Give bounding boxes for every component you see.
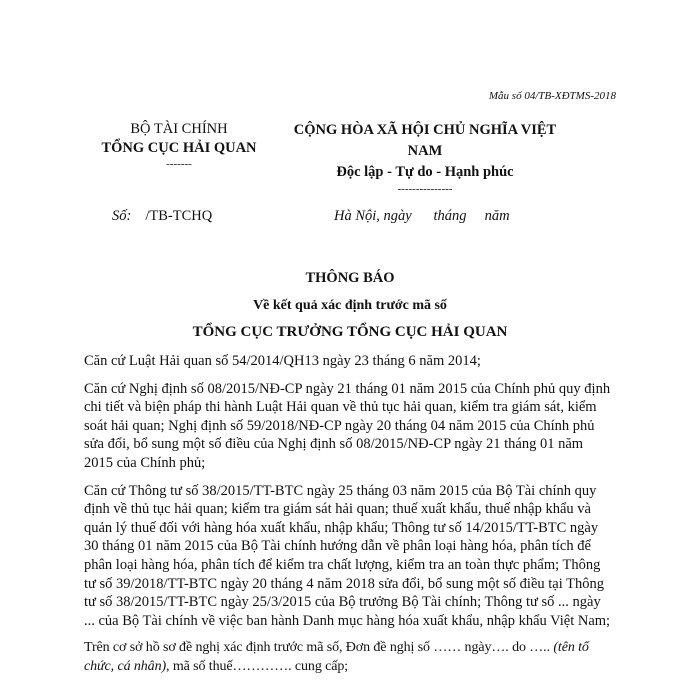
document-subject: Về kết quả xác định trước mã số [253,298,447,313]
agency-divider: ------- [166,158,192,170]
motto-line-1: CỘNG HÒA XÃ HỘI CHỦ NGHĨA VIỆT [293,122,557,138]
request-text-a: Trên cơ sở hồ sơ đề nghị xác định trước mã số, Đơn đề nghị số …… ngày…. do ….. [84,640,554,656]
request-text-placeholder: (tên tổ chức, cá nhân) [84,640,589,674]
issuing-authority: TỔNG CỤC TRƯỞNG TỔNG CỤC HẢI QUAN [192,324,508,340]
place-date: Hà Nội, ngày tháng năm [334,208,510,224]
slogan: Độc lập - Tự do - Hạnh phúc [336,164,514,180]
request-text-c: , mã số thuế…………. cung cấp; [166,658,349,674]
paragraph-legal-basis-1: Căn cứ Luật Hải quan số 54/2014/QH13 ngày 23 tháng 6 năm 2014; [84,353,481,369]
ministry-name: BỘ TÀI CHÍNH [130,121,228,137]
document-title: THÔNG BÁO [305,270,395,286]
motto-line-2: NAM [407,143,443,159]
document-body [84,352,614,686]
paragraph-legal-basis-3: Căn cứ Thông tư số 38/2015/TT-BTC ngày 25 tháng 03 năm 2015 của Bộ Tài chính quy định về thủ tục hải quan; kiểm tra giám sát hải quan; thuế xuất khẩu, thuế nhập khẩu và quản lý thuế đối với hàng hóa xuất khẩu, nhập khẩu; Thông tư số 14/2015/TT-BTC ngày 30 tháng 01 năm 2015 của Bộ Tài chính hướng dẫn về phân loại hàng hóa, phân tích để phân loại hàng hóa, phân tích để kiểm tra chất lượng, kiểm tra an toàn thực phẩm; Thông tư số 39/2018/TT-BTC ngày 20 tháng 4 năm 2018 sửa đổi, bổ sung một số điều tại Thông tư số 38/2015/TT-BTC ngày 25/3/2015 của Bộ trưởng Bộ Tài chính; Thông tư số ... ngày ... của Bộ Tài chính về việc ban hành Danh mục hàng hóa xuất khẩu, nhập khẩu Việt Nam; [84,482,611,629]
national-motto-block [270,120,580,195]
issuing-agency-block [84,120,274,170]
paragraph-request-basis [84,639,614,676]
motto-divider: --------------- [397,183,453,195]
paragraph-legal-basis-2: Căn cứ Nghị định số 08/2015/NĐ-CP ngày 21 tháng 01 năm 2015 của Chính phủ quy định chi tiết và biện pháp thi hành Luật Hải quan về thủ tục hải quan, kiểm tra giám sát, kiểm soát hải quan; Nghị định số 59/2018/NĐ-CP ngày 20 tháng 04 năm 2015 của Chính phủ sửa đổi, bổ sung một số điều của Nghị định số 08/2015/NĐ-CP ngày 21 tháng 01 năm 2015 của Chính phủ; [84,380,611,471]
agency-name: TỔNG CỤC HẢI QUAN [101,140,257,156]
document-number [112,208,212,225]
document-number-code: /TB-TCHQ [145,208,213,224]
document-number-label: Số: [112,208,132,224]
form-code: Mẫu số 04/TB-XĐTMS-2018 [488,90,616,102]
